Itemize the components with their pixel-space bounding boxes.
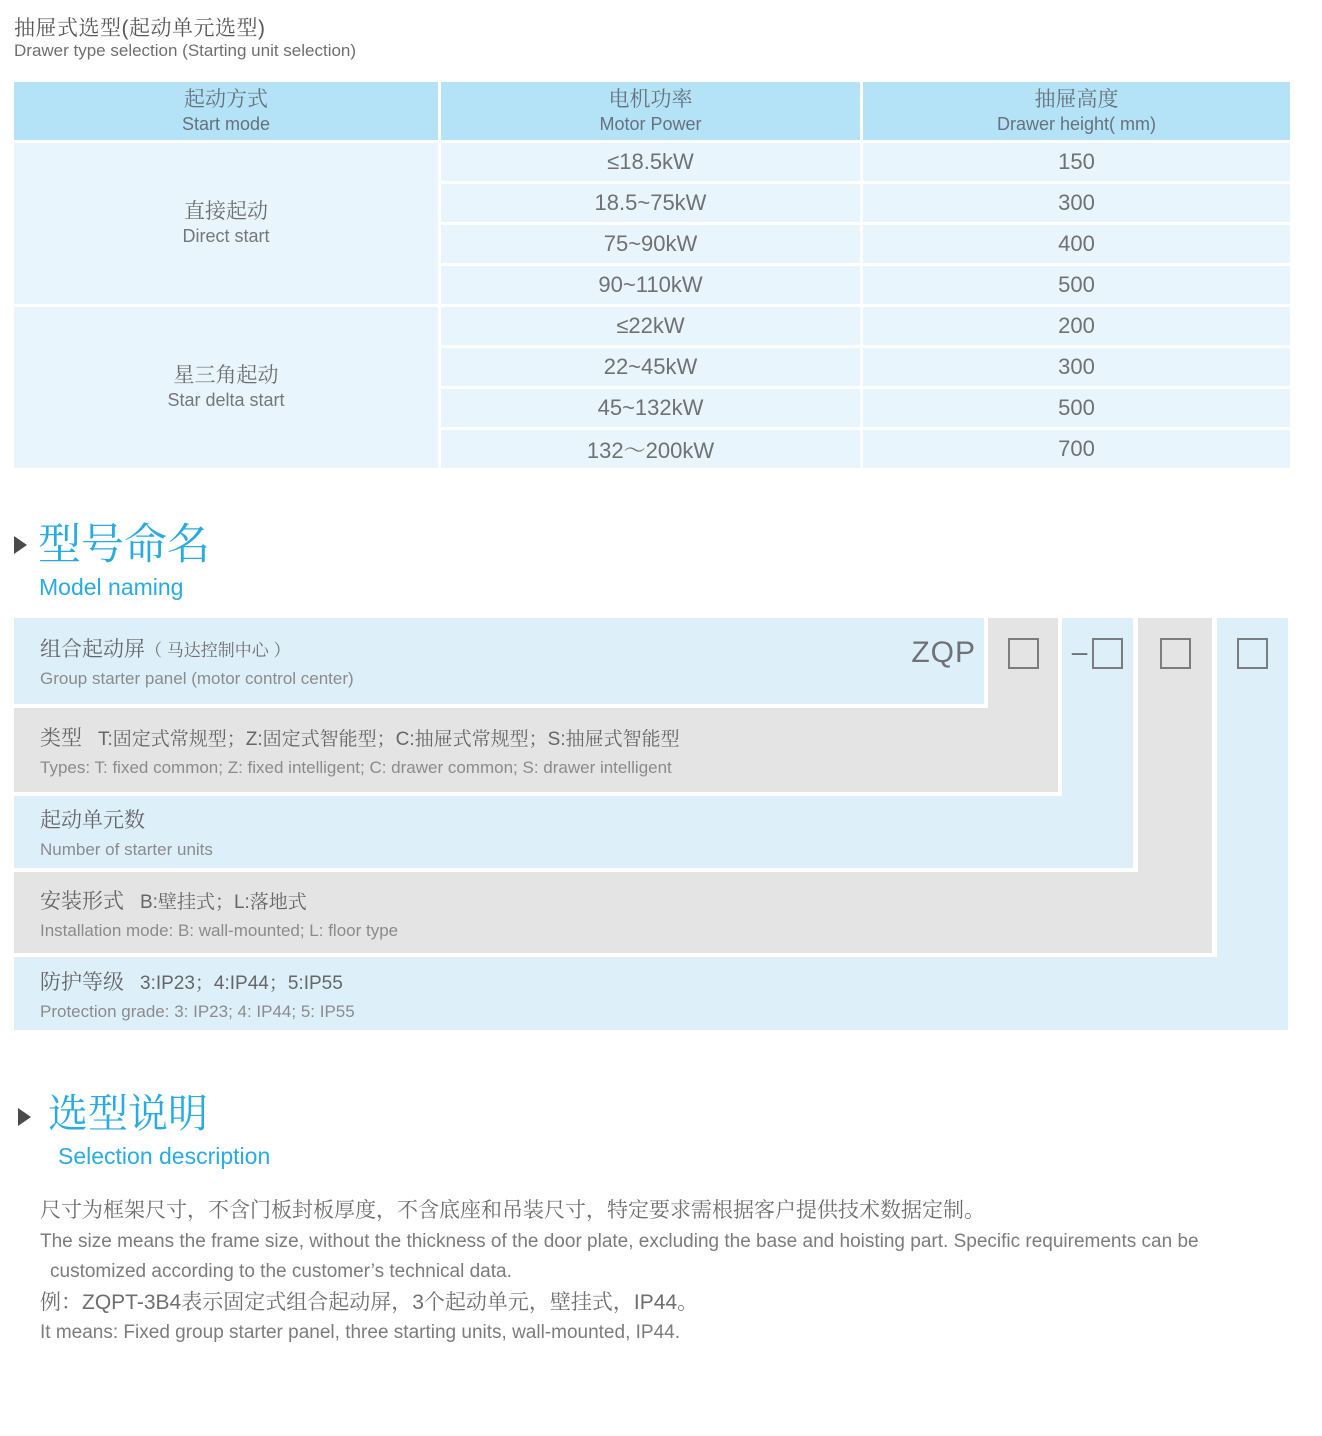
col-header-drawer-height — [863, 82, 1290, 140]
description-line: It means: Fixed group starter panel, three starting units, wall-mounted, IP44. — [40, 1322, 680, 1343]
power-cell: 45~132kW — [441, 389, 860, 427]
band-label-en: Types: T: fixed common; Z: fixed intelligent; C: drawer common; S: drawer intelligent — [40, 758, 672, 777]
band-label-en: Protection grade: 3: IP23; 4: IP44; 5: IP55 — [40, 1001, 355, 1021]
mode-cell-star-delta-start — [14, 307, 438, 468]
description-line: 例：ZQPT-3B4表示固定式组合起动屏，3个起动单元，壁挂式，IP44。 — [40, 1290, 699, 1314]
band-label-detail: T:固定式常规型；Z:固定式智能型；C:抽屉式常规型；S:抽屉式智能型 — [98, 729, 680, 750]
col-header-start-mode-zh: 起动方式 — [184, 87, 268, 111]
drawer-selection-table — [14, 82, 1290, 468]
power-cell: 90~110kW — [441, 266, 860, 304]
diagram-column-protection — [1217, 618, 1288, 1030]
band-label-zh — [40, 722, 1058, 752]
section-model-naming — [14, 521, 210, 601]
col-header-drawer-height-en: Drawer height( mm) — [996, 113, 1157, 134]
diagram-band-group-starter-panel — [14, 618, 984, 704]
band-label-en: Group starter panel (motor control center) — [40, 669, 354, 688]
mode-star-delta-en: Star delta start — [167, 390, 285, 411]
selection-description-body — [40, 1196, 1290, 1349]
description-line: customized according to the customer’s technical data. — [50, 1261, 512, 1282]
description-line: The size means the frame size, without the thickness of the door plate, excluding the base and hoisting part. Specific requirements can be — [40, 1230, 1199, 1252]
band-label-en: Number of starter units — [40, 840, 213, 859]
model-code-box-type — [1008, 638, 1039, 669]
model-naming-diagram — [14, 618, 1288, 1030]
mode-direct-start-en: Direct start — [182, 226, 270, 247]
height-cell: 500 — [863, 389, 1290, 427]
power-cell: 75~90kW — [441, 225, 860, 263]
band-label-main: 防护等级 — [40, 970, 124, 994]
height-cell: 700 — [863, 430, 1290, 468]
band-label-paren: （ 马达控制中心 ） — [145, 641, 291, 660]
section-arrow-icon — [18, 1108, 31, 1126]
height-cell: 200 — [863, 307, 1290, 345]
power-cell: ≤22kW — [441, 307, 860, 345]
col-header-start-mode — [14, 82, 438, 140]
height-cell: 150 — [863, 143, 1290, 181]
col-header-motor-power — [441, 82, 860, 140]
mode-star-delta-zh: 星三角起动 — [173, 364, 279, 388]
power-cell: ≤18.5kW — [441, 143, 860, 181]
model-naming-heading-en: Model naming — [39, 574, 184, 600]
section-selection-description — [18, 1094, 270, 1170]
band-label-detail: B:壁挂式；L:落地式 — [140, 891, 307, 913]
power-cell: 22~45kW — [441, 348, 860, 386]
band-label-zh — [40, 633, 984, 663]
model-naming-heading-zh: 型号命名 — [38, 521, 210, 569]
diagram-band-installation-mode — [14, 872, 1212, 953]
band-label-zh — [40, 885, 1212, 915]
mode-cell-direct-start — [14, 143, 438, 304]
selection-description-heading-en: Selection description — [58, 1143, 271, 1169]
description-line: 尺寸为框架尺寸，不含门板封板厚度，不含底座和吊装尺寸，特定要求需根据客户提供技术数据定制。 — [40, 1199, 985, 1222]
diagram-band-types — [14, 708, 1058, 792]
band-label-detail: 3:IP23；4:IP44；5:IP55 — [140, 972, 343, 994]
model-code-box-units — [1092, 638, 1123, 669]
col-header-motor-power-zh: 电机功率 — [608, 87, 693, 111]
diagram-band-starter-units — [14, 796, 1133, 868]
power-cell: 132～200kW — [441, 430, 860, 468]
diagram-column-installation — [1138, 618, 1212, 953]
height-cell: 500 — [863, 266, 1290, 304]
diagram-column-type — [988, 618, 1058, 792]
selection-description-heading-zh: 选型说明 — [48, 1092, 208, 1136]
section-arrow-icon — [14, 536, 27, 554]
diagram-band-protection-grade — [14, 957, 1288, 1030]
page-title-zh: 抽屉式选型(起动单元选型) — [14, 17, 266, 40]
band-label-en: Installation mode: B: wall-mounted; L: floor type — [40, 920, 399, 940]
band-label-zh — [40, 966, 1288, 996]
height-cell: 300 — [863, 184, 1290, 222]
diagram-column-units — [1062, 618, 1133, 868]
height-cell: 300 — [863, 348, 1290, 386]
page-title-en: Drawer type selection (Starting unit selection) — [14, 41, 357, 60]
col-header-drawer-height-zh: 抽屉高度 — [1034, 87, 1119, 111]
model-code-prefix: ZQP — [911, 636, 976, 669]
band-label-main: 组合起动屏 — [40, 638, 145, 661]
band-label-main: 起动单元数 — [40, 809, 145, 832]
col-header-motor-power-en: Motor Power — [599, 113, 702, 134]
power-cell: 18.5~75kW — [441, 184, 860, 222]
col-header-start-mode-en: Start mode — [181, 113, 271, 134]
height-cell: 400 — [863, 225, 1290, 263]
band-label-zh — [40, 804, 1133, 834]
mode-direct-start-zh: 直接起动 — [184, 200, 268, 224]
model-code-box-protection — [1237, 638, 1268, 669]
model-code-separator: – — [1071, 636, 1088, 667]
model-code-box-installation — [1160, 638, 1191, 669]
band-label-main: 类型 — [40, 727, 82, 750]
band-label-main: 安装形式 — [40, 889, 124, 913]
